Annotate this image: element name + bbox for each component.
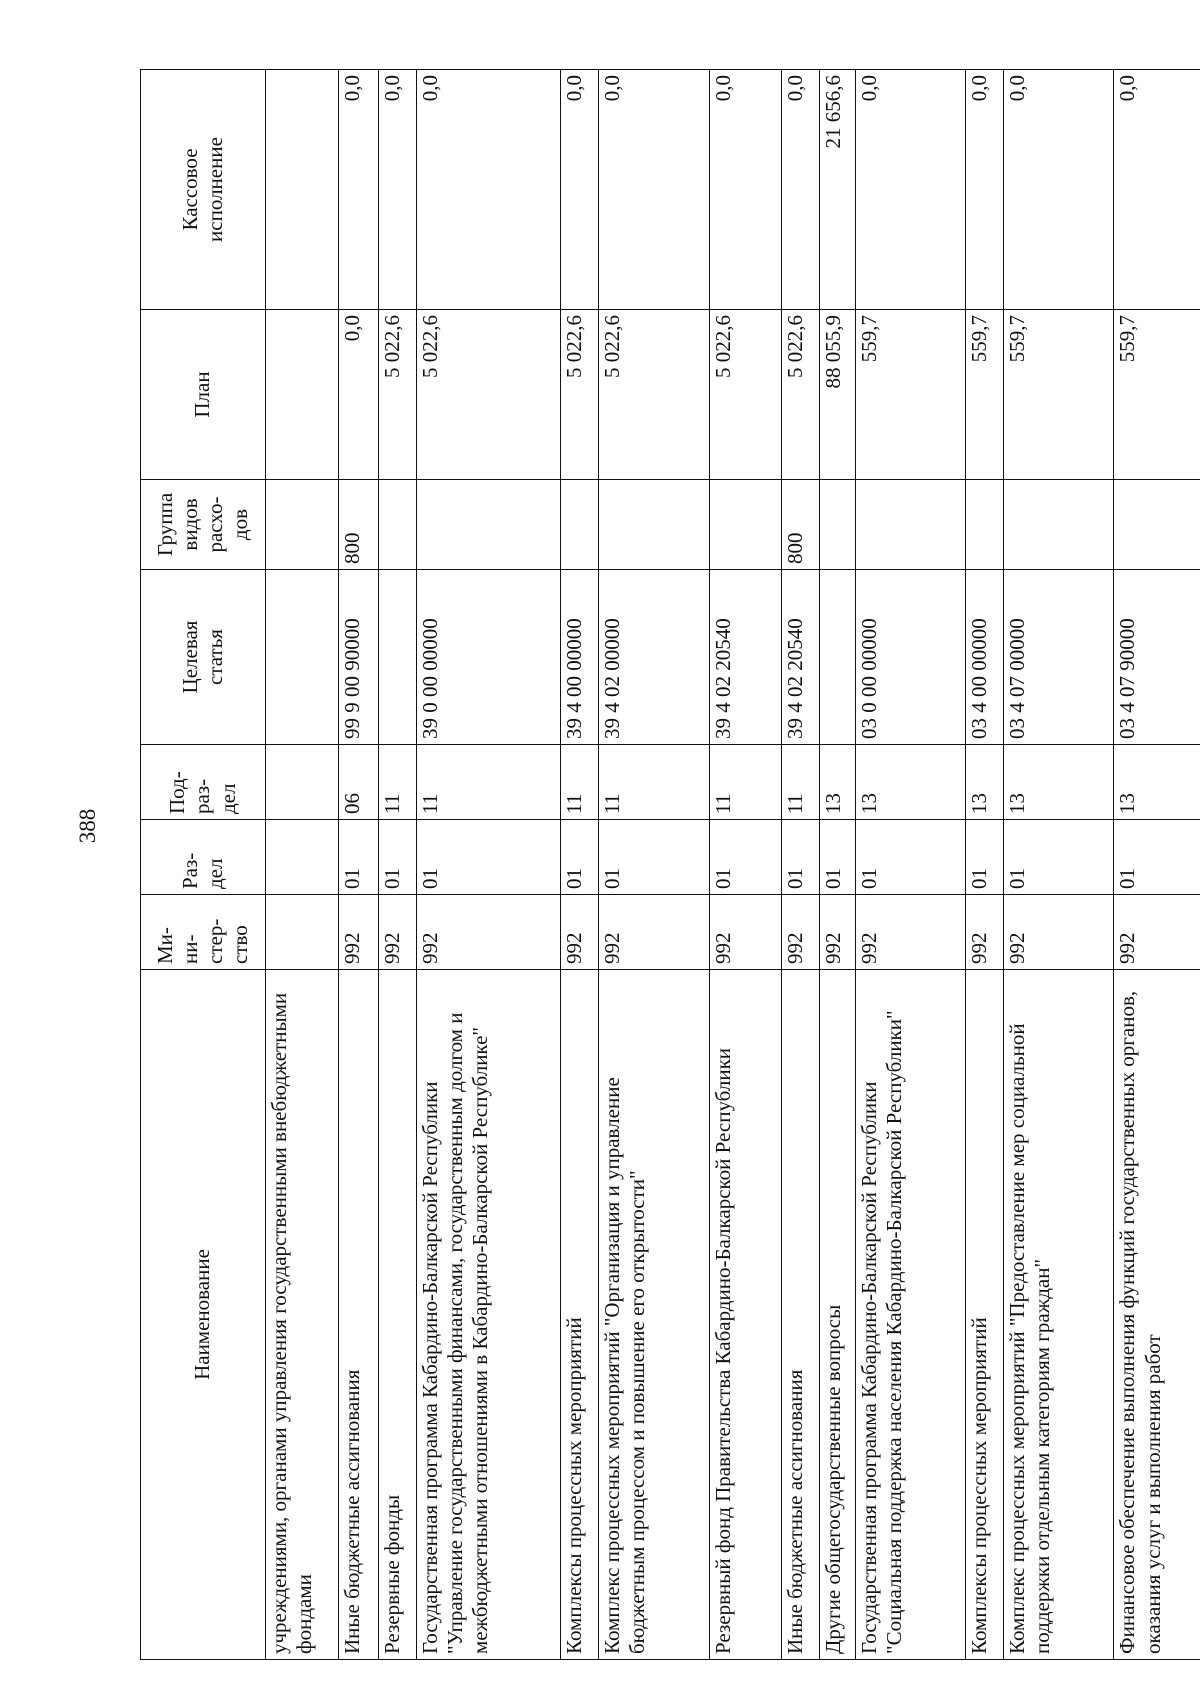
cell-cash: 0,0 bbox=[1003, 70, 1114, 310]
table-row bbox=[782, 70, 820, 1660]
cell-section: 01 bbox=[709, 820, 782, 895]
cell-name: Финансовое обеспечение выполнения функций государственных органов, оказания услуг и выполнения работ bbox=[1114, 970, 1200, 1660]
table-row bbox=[1114, 70, 1200, 1660]
page-number: 388 bbox=[75, 808, 100, 844]
cell-subsection: 13 bbox=[1003, 745, 1114, 820]
cell-ministry: 992 bbox=[379, 895, 417, 970]
cell-ministry: 992 bbox=[1114, 895, 1200, 970]
table-container bbox=[140, 70, 1200, 1660]
cell-subsection: 11 bbox=[416, 745, 561, 820]
cell-section: 01 bbox=[820, 820, 855, 895]
cell-section: 01 bbox=[561, 820, 599, 895]
cell-subsection: 13 bbox=[966, 745, 1004, 820]
header-target: Целевая статья bbox=[141, 570, 266, 745]
cell-target bbox=[379, 570, 417, 745]
cell-name: Другие общегосударственные вопросы bbox=[820, 970, 855, 1660]
cell-cash: 0,0 bbox=[1114, 70, 1200, 310]
cell-ministry bbox=[266, 895, 339, 970]
cell-group bbox=[379, 480, 417, 570]
cell-name: Государственная программа Кабардино-Балкарской Республики "Социальная поддержка населения Кабардино-Балкарской Республики" bbox=[855, 970, 966, 1660]
cell-cash: 0,0 bbox=[338, 70, 378, 310]
table-row bbox=[709, 70, 782, 1660]
cell-ministry: 992 bbox=[709, 895, 782, 970]
cell-plan: 5 022,6 bbox=[416, 310, 561, 480]
header-subsection: Под- раз- дел bbox=[141, 745, 266, 820]
cell-plan: 5 022,6 bbox=[598, 310, 709, 480]
cell-ministry: 992 bbox=[561, 895, 599, 970]
cell-subsection: 13 bbox=[1114, 745, 1200, 820]
cell-ministry: 992 bbox=[416, 895, 561, 970]
cell-cash: 21 656,6 bbox=[820, 70, 855, 310]
cell-ministry: 992 bbox=[782, 895, 820, 970]
cell-cash: 0,0 bbox=[782, 70, 820, 310]
cell-plan: 5 022,6 bbox=[709, 310, 782, 480]
cell-group bbox=[966, 480, 1004, 570]
cell-subsection: 11 bbox=[379, 745, 417, 820]
cell-section: 01 bbox=[416, 820, 561, 895]
cell-ministry: 992 bbox=[966, 895, 1004, 970]
cell-group bbox=[266, 480, 339, 570]
cell-cash: 0,0 bbox=[855, 70, 966, 310]
header-group: Группа видов расхо- дов bbox=[141, 480, 266, 570]
cell-ministry: 992 bbox=[598, 895, 709, 970]
cell-section bbox=[266, 820, 339, 895]
table-row bbox=[338, 70, 378, 1660]
cell-name: Государственная программа Кабардино-Балкарской Республики "Управление государственными финансами, государственным долгом и межбюджетными отношениями в Кабардино-Балкарской Республике" bbox=[416, 970, 561, 1660]
cell-cash: 0,0 bbox=[561, 70, 599, 310]
cell-name: Иные бюджетные ассигнования bbox=[338, 970, 378, 1660]
cell-name: Резервный фонд Правительства Кабардино-Балкарской Республики bbox=[709, 970, 782, 1660]
cell-name: Комплексы процессных мероприятий bbox=[561, 970, 599, 1660]
cell-cash: 0,0 bbox=[379, 70, 417, 310]
cell-name: Комплекс процессных мероприятий "Предоставление мер социальной поддержки отдельным категориям граждан" bbox=[1003, 970, 1114, 1660]
cell-group: 800 bbox=[782, 480, 820, 570]
cell-target: 39 0 00 00000 bbox=[416, 570, 561, 745]
header-cash: Кассовое исполнение bbox=[141, 70, 266, 310]
cell-plan bbox=[266, 310, 339, 480]
cell-plan: 88 055,9 bbox=[820, 310, 855, 480]
cell-section: 01 bbox=[1003, 820, 1114, 895]
header-row bbox=[141, 70, 266, 1660]
table-row bbox=[855, 70, 966, 1660]
header-section: Раз- дел bbox=[141, 820, 266, 895]
cell-subsection: 11 bbox=[709, 745, 782, 820]
cell-cash: 0,0 bbox=[709, 70, 782, 310]
cell-target: 03 0 00 00000 bbox=[855, 570, 966, 745]
cell-cash: 0,0 bbox=[416, 70, 561, 310]
cell-section: 01 bbox=[379, 820, 417, 895]
budget-table bbox=[140, 69, 1200, 1660]
cell-name: Комплекс процессных мероприятий "Организация и управление бюджетным процессом и повышение его открытости" bbox=[598, 970, 709, 1660]
table-row bbox=[820, 70, 855, 1660]
header-ministry: Ми- ни- стер- ство bbox=[141, 895, 266, 970]
cell-group bbox=[709, 480, 782, 570]
cell-name: Комплексы процессных мероприятий bbox=[966, 970, 1004, 1660]
table-row bbox=[379, 70, 417, 1660]
cell-target bbox=[820, 570, 855, 745]
table-row bbox=[266, 70, 339, 1660]
cell-section: 01 bbox=[338, 820, 378, 895]
rotated-table-frame bbox=[140, 70, 1200, 1660]
table-row bbox=[966, 70, 1004, 1660]
cell-target: 39 4 00 00000 bbox=[561, 570, 599, 745]
table-header bbox=[141, 70, 266, 1660]
table-row bbox=[598, 70, 709, 1660]
cell-group bbox=[1003, 480, 1114, 570]
cell-target bbox=[266, 570, 339, 745]
table-row bbox=[1003, 70, 1114, 1660]
cell-ministry: 992 bbox=[338, 895, 378, 970]
cell-name: Иные бюджетные ассигнования bbox=[782, 970, 820, 1660]
cell-target: 03 4 00 00000 bbox=[966, 570, 1004, 745]
cell-section: 01 bbox=[966, 820, 1004, 895]
cell-ministry: 992 bbox=[855, 895, 966, 970]
cell-target: 39 4 02 20540 bbox=[709, 570, 782, 745]
cell-name: учреждениями, органами управления государственными внебюджетными фондами bbox=[266, 970, 339, 1660]
cell-group: 800 bbox=[338, 480, 378, 570]
cell-subsection: 11 bbox=[561, 745, 599, 820]
cell-ministry: 992 bbox=[1003, 895, 1114, 970]
cell-subsection bbox=[266, 745, 339, 820]
cell-subsection: 11 bbox=[782, 745, 820, 820]
cell-subsection: 13 bbox=[855, 745, 966, 820]
cell-cash bbox=[266, 70, 339, 310]
cell-section: 01 bbox=[598, 820, 709, 895]
cell-group bbox=[820, 480, 855, 570]
cell-subsection: 11 bbox=[598, 745, 709, 820]
cell-target: 99 9 00 90000 bbox=[338, 570, 378, 745]
cell-plan: 559,7 bbox=[1003, 310, 1114, 480]
cell-plan: 5 022,6 bbox=[379, 310, 417, 480]
cell-group bbox=[416, 480, 561, 570]
cell-plan: 5 022,6 bbox=[782, 310, 820, 480]
cell-subsection: 06 bbox=[338, 745, 378, 820]
cell-group bbox=[598, 480, 709, 570]
header-name: Наименование bbox=[141, 970, 266, 1660]
cell-target: 03 4 07 90000 bbox=[1114, 570, 1200, 745]
header-plan: План bbox=[141, 310, 266, 480]
cell-target: 39 4 02 20540 bbox=[782, 570, 820, 745]
cell-target: 03 4 07 00000 bbox=[1003, 570, 1114, 745]
cell-target: 39 4 02 00000 bbox=[598, 570, 709, 745]
cell-group bbox=[1114, 480, 1200, 570]
cell-group bbox=[561, 480, 599, 570]
cell-subsection: 13 bbox=[820, 745, 855, 820]
cell-group bbox=[855, 480, 966, 570]
cell-cash: 0,0 bbox=[966, 70, 1004, 310]
cell-section: 01 bbox=[1114, 820, 1200, 895]
table-body bbox=[266, 70, 1200, 1660]
cell-ministry: 992 bbox=[820, 895, 855, 970]
cell-plan: 5 022,6 bbox=[561, 310, 599, 480]
cell-plan: 559,7 bbox=[1114, 310, 1200, 480]
cell-section: 01 bbox=[855, 820, 966, 895]
table-row bbox=[561, 70, 599, 1660]
cell-plan: 559,7 bbox=[855, 310, 966, 480]
cell-plan: 559,7 bbox=[966, 310, 1004, 480]
cell-cash: 0,0 bbox=[598, 70, 709, 310]
cell-name: Резервные фонды bbox=[379, 970, 417, 1660]
cell-plan: 0,0 bbox=[338, 310, 378, 480]
cell-section: 01 bbox=[782, 820, 820, 895]
table-row bbox=[416, 70, 561, 1660]
